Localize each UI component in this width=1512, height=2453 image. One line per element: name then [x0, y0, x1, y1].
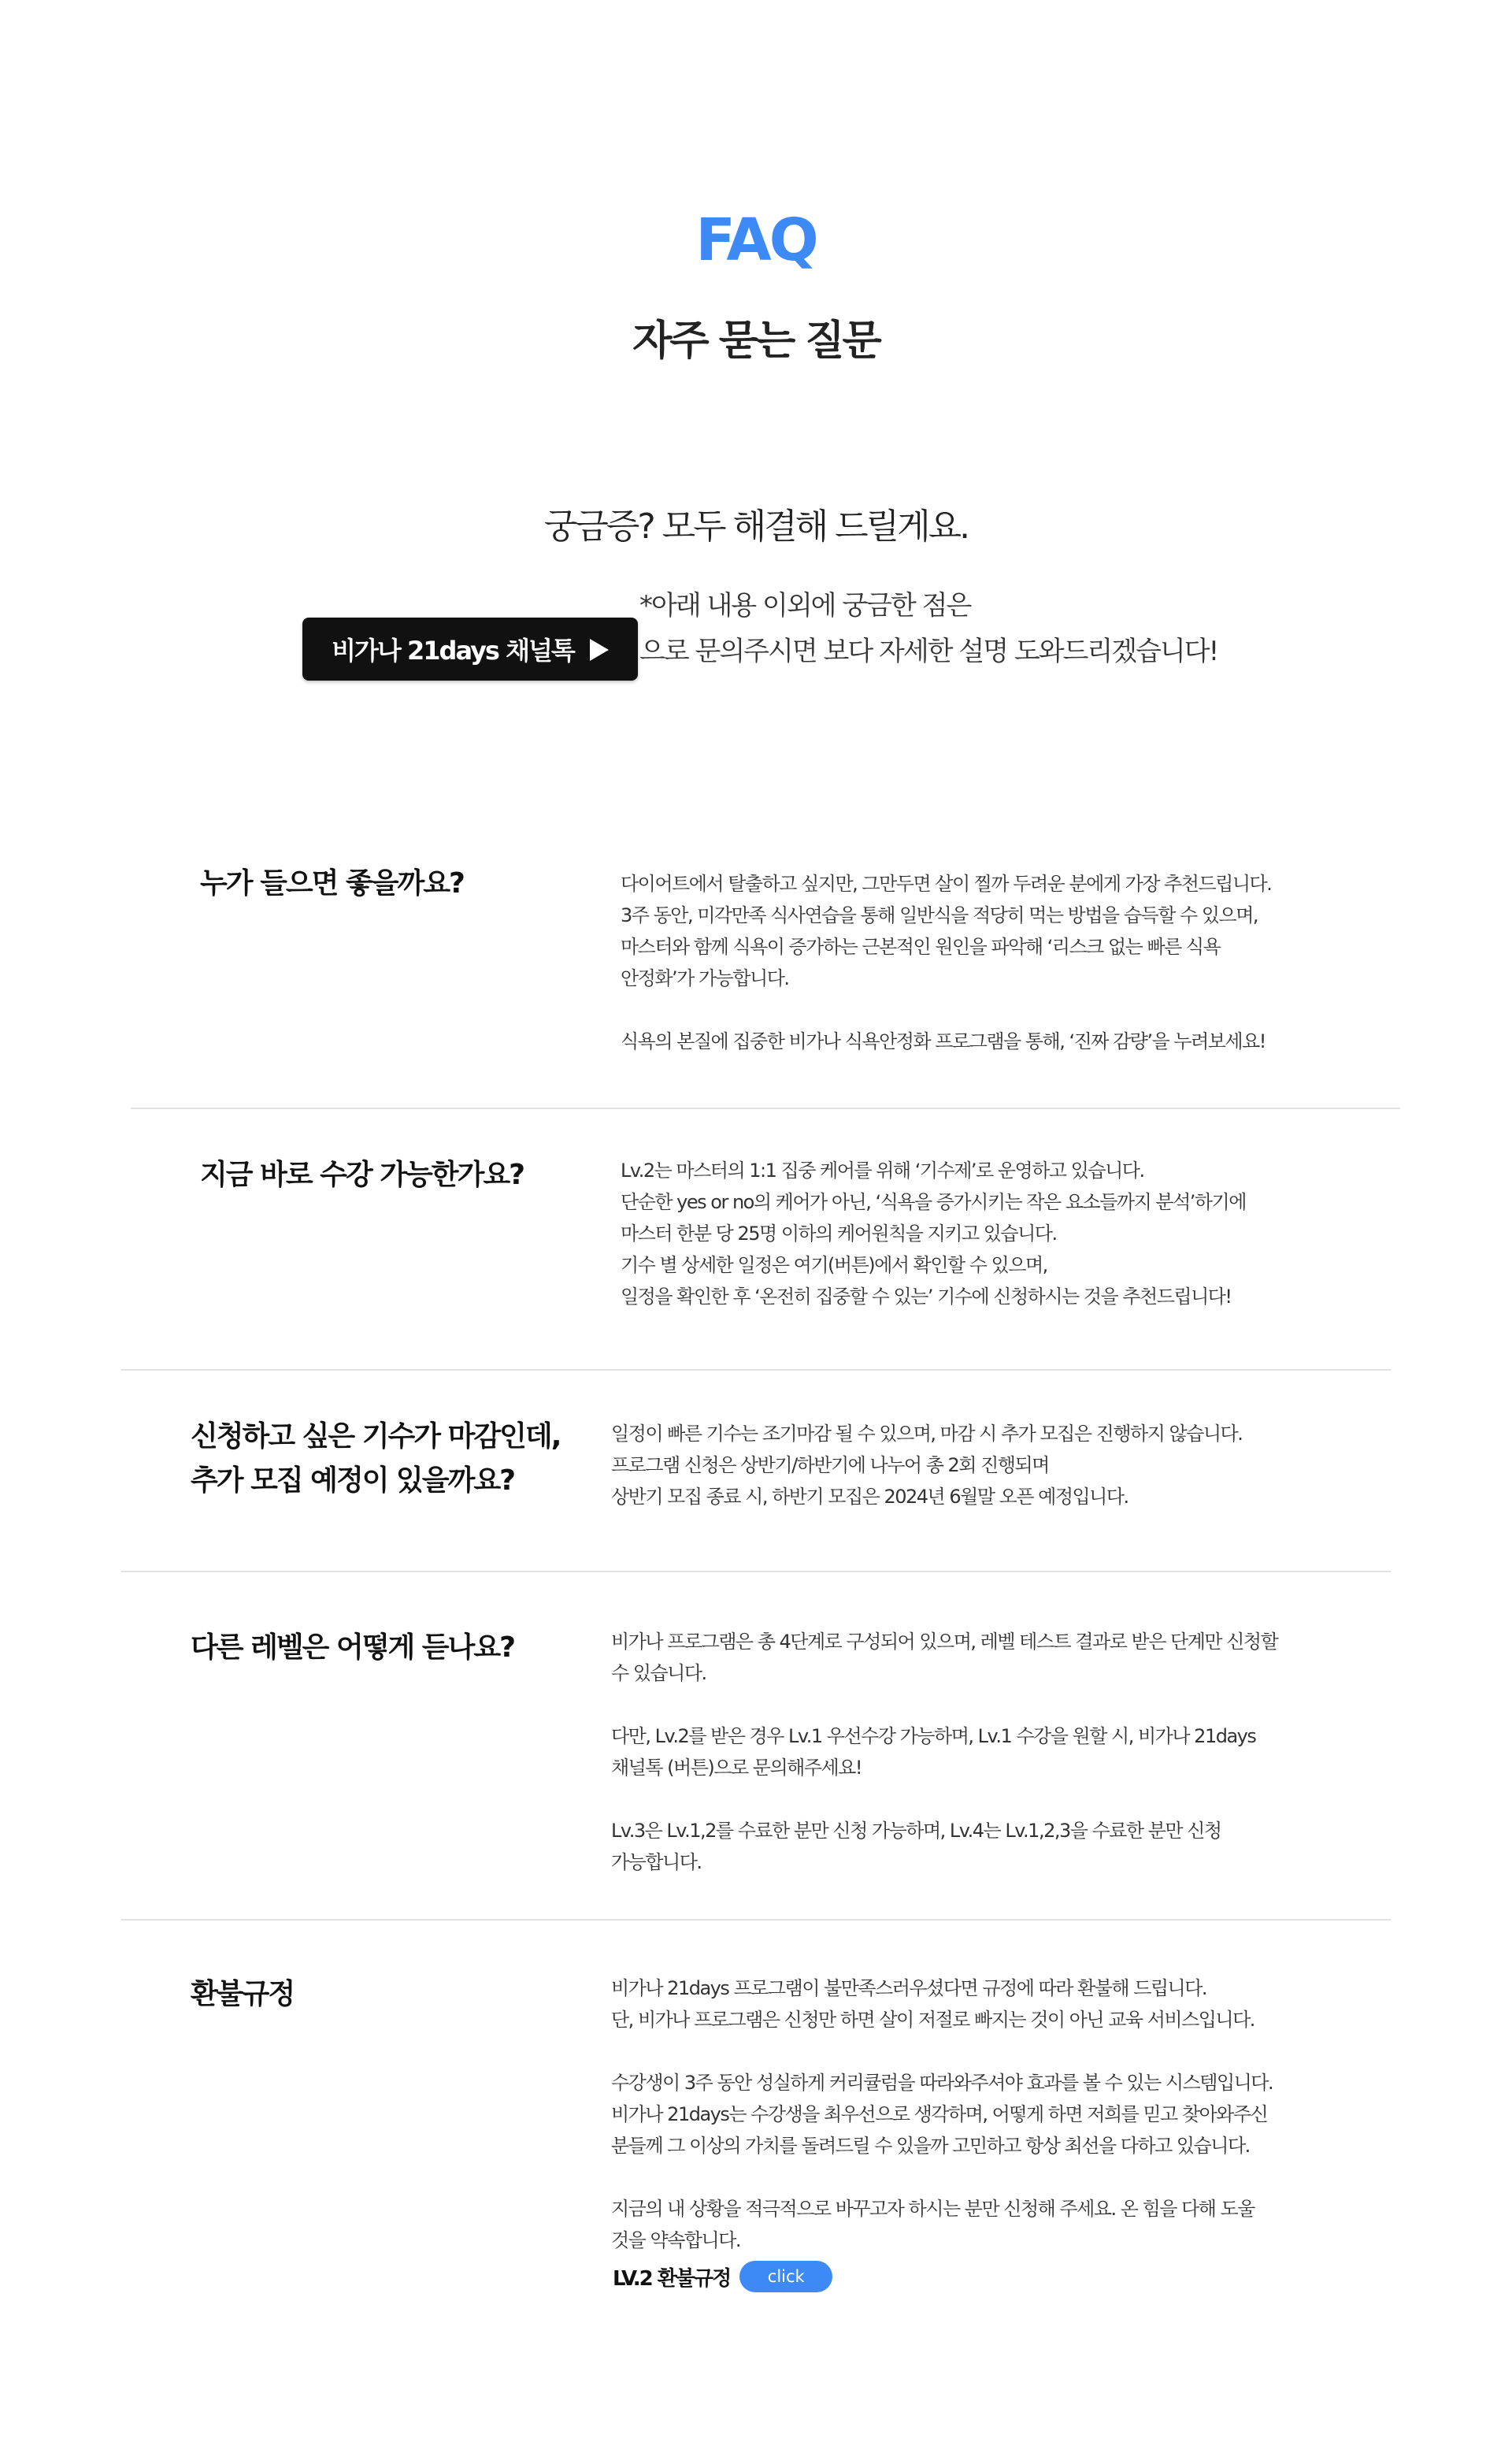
faq-answer-line: 지금의 내 상황을 적극적으로 바꾸고자 하시는 분만 신청해 주세요. 온 힘을 다해 도울 — [611, 2198, 1254, 2220]
faq-question-other-levels — [191, 1626, 514, 1670]
faq-answer-line: 다만, Lv.2를 받은 경우 Lv.1 우선수강 가능하며, Lv.1 수강을 원할 시, 비가나 21days — [611, 1725, 1256, 1747]
faq-answer-line: 가능합니다. — [611, 1851, 702, 1873]
faq-answer-line — [611, 1783, 1277, 1815]
faq-answer-line: Lv.3은 Lv.1,2를 수료한 분만 신청 가능하며, Lv.4는 Lv.1,2,3을 수료한 분만 신청 — [611, 1820, 1221, 1842]
faq-divider — [121, 1919, 1391, 1920]
faq-answer-line: 마스터 한분 당 25명 이하의 케어원칙을 지키고 있습니다. — [621, 1223, 1057, 1245]
faq-answer-extra-recruit — [611, 1418, 1242, 1512]
faq-answer-line — [621, 994, 1271, 1026]
faq-answer-line: 분들께 그 이상의 가치를 돌려드릴 수 있을까 고민하고 항상 최선을 다하고 있습니다. — [611, 2135, 1250, 2157]
faq-divider — [131, 1108, 1400, 1109]
faq-question-enroll-now — [200, 1153, 524, 1197]
faq-answer-line: Lv.2는 마스터의 1:1 집중 케어를 위해 ‘기수제’로 운영하고 있습니다. — [621, 1160, 1144, 1182]
play-arrow-icon — [590, 639, 609, 661]
faq-question-line: 다른 레벨은 어떻게 듣나요? — [191, 1631, 515, 1664]
faq-answer-refund — [611, 1972, 1273, 2256]
page-title: 자주 묻는 질문 — [632, 317, 880, 365]
faq-answer-enroll-now — [621, 1155, 1246, 1312]
faq-answer-line: 단, 비가나 프로그램은 신청만 하면 살이 저절로 빠지는 것이 아닌 교육 서비스입니다. — [611, 2009, 1254, 2031]
intro-note-line-2: 으로 문의주시면 보다 자세한 설명 도와드리겠습니다! — [639, 636, 1218, 667]
faq-answer-line: 수강생이 3주 동안 성실하게 커리큘럼을 따라와주셔야 효과를 볼 수 있는 시스템입니다. — [611, 2072, 1273, 2094]
faq-answer-line — [611, 1689, 1277, 1720]
faq-question-line: 신청하고 싶은 기수가 마감인데, — [191, 1420, 561, 1453]
faq-answer-line — [611, 2036, 1273, 2067]
faq-question-line: 누가 들으면 좋을까요? — [200, 867, 464, 900]
faq-question-refund — [191, 1972, 294, 2017]
faq-answer-who — [621, 868, 1271, 1057]
faq-question-line: 환불규정 — [191, 1978, 295, 2010]
faq-answer-line: 안정화’가 가능합니다. — [621, 967, 789, 989]
faq-question-line: 지금 바로 수강 가능한가요? — [200, 1159, 524, 1191]
faq-question-line: 추가 모집 예정이 있을까요? — [191, 1464, 515, 1497]
faq-eyebrow: FAQ — [695, 206, 817, 274]
faq-answer-line: 프로그램 신청은 상반기/하반기에 나누어 총 2회 진행되며 — [611, 1454, 1049, 1476]
faq-answer-line: 상반기 모집 종료 시, 하반기 모집은 2024년 6월말 오픈 예정입니다. — [611, 1486, 1128, 1508]
faq-answer-line: 비가나 21days는 수강생을 최우선으로 생각하며, 어떻게 하면 저희를 믿고 찾아와주신 — [611, 2103, 1268, 2125]
faq-divider — [121, 1369, 1391, 1371]
refund-label: LV.2 환불규정 — [613, 2266, 731, 2291]
intro-heading: 궁금증? 모두 해결해 드릴게요. — [543, 507, 969, 547]
intro-note — [639, 583, 1217, 674]
faq-answer-line: 일정이 빠른 기수는 조기마감 될 수 있으며, 마감 시 추가 모집은 진행하지 않습니다. — [611, 1423, 1243, 1445]
faq-answer-line: 식욕의 본질에 집중한 비가나 식욕안정화 프로그램을 통해, ‘진짜 감량’을 누려보세요! — [621, 1030, 1266, 1052]
intro-note-line-1: *아래 내용 이외에 궁금한 점은 — [639, 590, 971, 622]
faq-answer-line: 비가나 21days 프로그램이 불만족스러우셨다면 규정에 따라 환불해 드립니다. — [611, 1977, 1207, 1999]
faq-answer-other-levels — [611, 1626, 1277, 1878]
faq-answer-line: 단순한 yes or no의 케어가 아닌, ‘식욕을 증가시키는 작은 요소들까지 분석’하기에 — [621, 1191, 1246, 1213]
faq-answer-line: 것을 약속합니다. — [611, 2229, 741, 2251]
faq-answer-line: 채널톡 (버튼)으로 문의해주세요! — [611, 1757, 862, 1779]
faq-answer-line: 3주 동안, 미각만족 식사연습을 통해 일반식을 적당히 먹는 방법을 습득할 수 있으며, — [621, 904, 1258, 926]
channel-talk-button-label: 비가나 21days 채널톡 — [332, 636, 574, 666]
faq-question-who — [200, 862, 464, 906]
faq-answer-line: 마스터와 함께 식욕이 증가하는 근본적인 원인을 파악해 ‘리스크 없는 빠른 식욕 — [621, 936, 1221, 958]
faq-question-extra-recruit — [191, 1415, 560, 1503]
refund-row — [613, 2261, 832, 2292]
channel-talk-button[interactable] — [302, 618, 638, 681]
faq-divider — [121, 1571, 1391, 1572]
faq-answer-line: 수 있습니다. — [611, 1662, 706, 1684]
faq-answer-line: 다이어트에서 탈출하고 싶지만, 그만두면 살이 찔까 두려운 분에게 가장 추천드립니다. — [621, 873, 1272, 895]
faq-answer-line: 비가나 프로그램은 총 4단계로 구성되어 있으며, 레벨 테스트 결과로 받은 단계만 신청할 — [611, 1631, 1278, 1653]
refund-click-button[interactable]: click — [739, 2261, 832, 2292]
faq-answer-line — [611, 2162, 1273, 2193]
faq-answer-line: 기수 별 상세한 일정은 여기(버튼)에서 확인할 수 있으며, — [621, 1254, 1047, 1276]
faq-answer-line: 일정을 확인한 후 ‘온전히 집중할 수 있는’ 기수에 신청하시는 것을 추천드립니다! — [621, 1286, 1232, 1308]
